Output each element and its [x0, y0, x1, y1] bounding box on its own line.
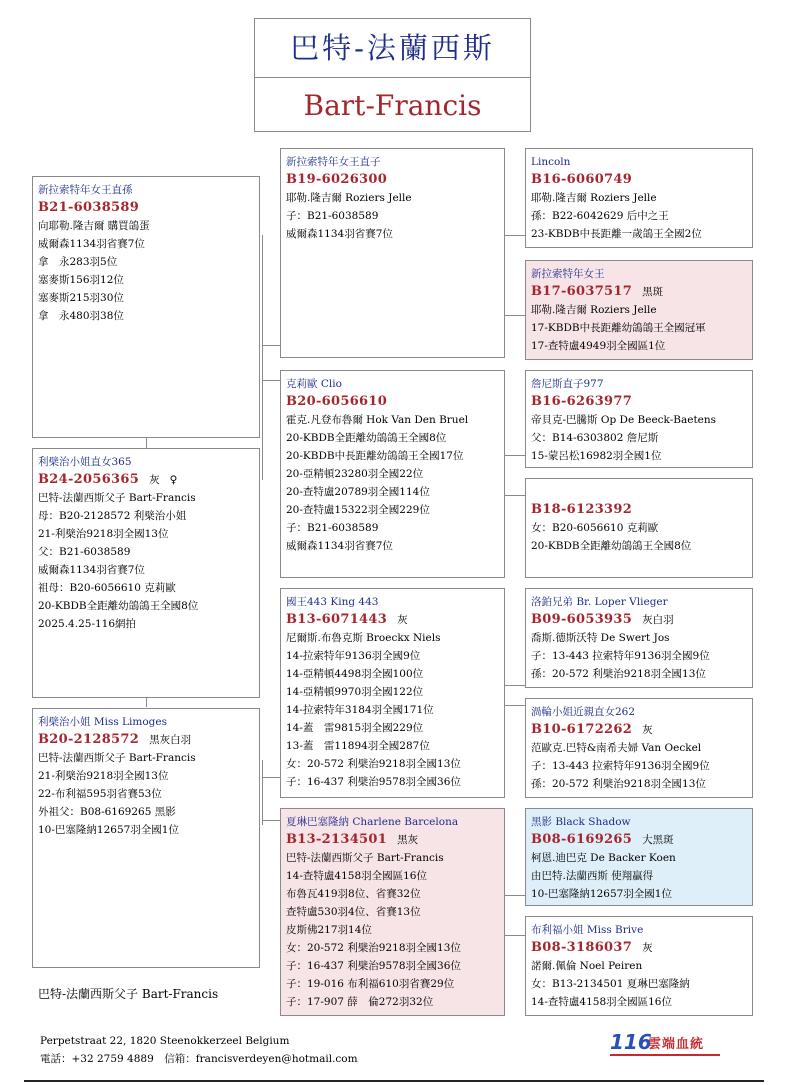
connector-dam-dd: [262, 820, 280, 821]
ds-line: 14-亞精頓9970羽全國122位: [286, 686, 424, 698]
bottom-rule: [24, 1080, 764, 1082]
dss-line: 孫：20-572 利檗治9218羽全國13位: [531, 668, 706, 680]
ds-line: 女：20-572 利檗治9218羽全國13位: [286, 758, 461, 770]
dam-line: 22-布利福595羽省賽53位: [38, 788, 162, 800]
dam-ring: B20-2128572: [38, 732, 140, 747]
dds-name: 黑影 Black Shadow: [531, 816, 631, 828]
sire-line: 塞麥斯215羽30位: [38, 292, 124, 304]
dss-ring: B09-6053935: [531, 612, 633, 627]
ds-ring: B13-6071443: [286, 612, 388, 627]
subject-line: 父：B21-6038589: [38, 546, 131, 558]
ss-line: 耶勒.隆吉爾 Roziers Jelle: [286, 192, 412, 204]
dd-line: 皮斯佛217羽14位: [286, 924, 372, 936]
dsd-line: 范歐克.巴特&南希夫婦 Van Oeckel: [531, 742, 702, 754]
sss-ring: B16-6060749: [531, 172, 633, 187]
ds-color: 灰: [397, 614, 408, 626]
dds-color: 大黑斑: [642, 834, 674, 846]
sd-line: 20-KBDB全距離幼鴿鴿王全國8位: [286, 432, 447, 444]
ss-line: 子：B21-6038589: [286, 210, 379, 222]
sire-line: 拿 永480羽38位: [38, 310, 124, 322]
dd-line: 查特盧530羽4位、省賽13位: [286, 906, 421, 918]
ds-name: 國王443 King 443: [286, 596, 379, 608]
sds-ring: B16-6263977: [531, 394, 633, 409]
connector-dam-parents-vertical: [262, 760, 263, 825]
ss-ring: B19-6026300: [286, 172, 388, 187]
footer-owner: 巴特-法蘭西斯父子 Bart-Francis: [38, 987, 219, 1001]
dd-line: 女：20-572 利檗治9218羽全國13位: [286, 942, 461, 954]
dss-name: 洛鉑兄弟 Br. Loper Vlieger: [531, 596, 668, 608]
footer-contact: 電話：+32 2759 4889 信箱：francisverdeyen@hotmail.com: [40, 1053, 358, 1065]
dam-sire-card: [280, 588, 505, 798]
sire-line: 塞麥斯156羽12位: [38, 274, 124, 286]
dd-color: 黑灰: [397, 834, 419, 846]
ds-line: 子：16-437 利檗治9578羽全國36位: [286, 776, 461, 788]
title-chinese: 巴特-法蘭西斯: [255, 19, 530, 78]
sss-line: 孫：B22-6042629 后中之王: [531, 210, 669, 222]
sss-line: 23-KBDB中長距離一歲鴿王全國2位: [531, 228, 702, 240]
sds-card: [525, 370, 753, 468]
title-english: Bart-Francis: [303, 89, 482, 122]
dd-line: 子：17-907 薛 倫272羽32位: [286, 996, 434, 1008]
subject-ring: B24-2056365: [38, 472, 140, 487]
ddd-line: 女：B13-2134501 夏琳巴塞隆納: [531, 978, 690, 990]
subject-line: 母：B20-2128572 利檗治小姐: [38, 510, 187, 522]
sd-line: 20-查特盧15322羽全國229位: [286, 504, 430, 516]
dam-line: 21-利檗治9218羽全國13位: [38, 770, 169, 782]
sss-line: 耶勒.隆吉爾 Roziers Jelle: [531, 192, 657, 204]
dsd-line: 孫：20-572 利檗治9218羽全國13位: [531, 778, 706, 790]
dds-line: 柯恩.迪巴克 De Backer Koen: [531, 852, 676, 864]
dam-line: 10-巴塞隆納12657羽全國1位: [38, 824, 179, 836]
sire-line: 威爾森1134羽省賽7位: [38, 238, 145, 250]
dss-card: [525, 588, 753, 688]
connector-sire-ss: [262, 345, 280, 346]
dam-dam-card: [280, 808, 505, 1016]
dss-color: 灰白羽: [642, 614, 674, 626]
sd-line: 20-KBDB中長距離幼鴿鴿王全國17位: [286, 450, 464, 462]
connector-ss-right2: [504, 315, 525, 316]
subject-line: 祖母：B20-6056610 克莉歐: [38, 582, 176, 594]
sire-ring: B21-6038589: [38, 200, 140, 215]
sss-card: [525, 148, 753, 248]
dd-ring: B13-2134501: [286, 832, 388, 847]
sd-line: 20-亞精頓23280羽全國22位: [286, 468, 424, 480]
sds-name: 詹尼斯直子977: [531, 378, 604, 390]
sd-ring: B20-6056610: [286, 394, 388, 409]
dsd-ring: B10-6172262: [531, 722, 633, 737]
subject-line: 21-利檗治9218羽全國13位: [38, 528, 169, 540]
dss-line: 喬斯.德斯沃特 De Swert Jos: [531, 632, 670, 644]
subject-sex-icon: ♀: [169, 474, 178, 486]
footer-address: Perpetstraat 22, 1820 Steenokkerzeel Belgium: [40, 1035, 290, 1047]
ddd-color: 灰: [642, 942, 653, 954]
connector-ss-right: [504, 235, 525, 236]
ds-line: 14-亞精頓4498羽全國100位: [286, 668, 424, 680]
dd-line: 巴特-法蘭西斯父子 Bart-Francis: [286, 852, 444, 864]
connector-sire-sd: [262, 380, 280, 381]
dam-color: 黑灰白羽: [149, 734, 192, 746]
dam-line: 巴特-法蘭西斯父子 Bart-Francis: [38, 752, 196, 764]
dds-ring: B08-6169265: [531, 832, 633, 847]
connector-sire-parents-vertical: [262, 235, 263, 480]
connector-dam-ds: [262, 777, 280, 778]
connector-sd-right: [504, 455, 525, 456]
dd-line: 子：19-016 布利福610羽省賽29位: [286, 978, 455, 990]
ddd-name: 布利福小姐 Miss Brive: [531, 924, 644, 936]
logo-text: 雲端血統: [648, 1037, 705, 1052]
sd-line: 子：B21-6038589: [286, 522, 379, 534]
connector-dd-right: [504, 895, 525, 896]
sire-dam-card: [280, 370, 505, 578]
sire-line: 拿 永283羽5位: [38, 256, 118, 268]
dsd-name: 渦輪小姐近親直女262: [531, 706, 636, 718]
ds-line: 14-拉索特年9136羽全國9位: [286, 650, 421, 662]
subject-line: 2025.4.25-116網拍: [38, 618, 137, 630]
connector-ds-right: [504, 685, 525, 686]
ds-line: 14-蓋 雷9815羽全國229位: [286, 722, 424, 734]
sdd-line: 女：B20-6056610 克莉歐: [531, 522, 659, 534]
ddd-line: 14-查特盧4158羽全國區16位: [531, 996, 672, 1008]
sire-sire-card: [280, 148, 505, 358]
sds-line: 父：B14-6303802 詹尼斯: [531, 432, 659, 444]
dsd-card: [525, 698, 753, 798]
sds-line: 帝貝克-巴騰斯 Op De Beeck-Baetens: [531, 414, 717, 426]
connector-sd-right2: [504, 495, 525, 496]
footer-contact-block: [40, 1032, 358, 1068]
dam-card: [32, 708, 260, 968]
dds-card: [525, 808, 753, 906]
dd-line: 子：16-437 利檗治9578羽全國36位: [286, 960, 461, 972]
subject-line: 巴特-法蘭西斯父子 Bart-Francis: [38, 492, 196, 504]
dsd-line: 子：13-443 拉索特年9136羽全國9位: [531, 760, 710, 772]
sd-line: 霍克.凡登布魯爾 Hok Van Den Bruel: [286, 414, 469, 426]
dd-line: 布魯瓦419羽8位、省賽32位: [286, 888, 421, 900]
dd-line: 14-查特盧4158羽全國區16位: [286, 870, 427, 882]
ss-name: 新拉索特年女王直子: [286, 156, 381, 168]
sds-line: 15-蒙呂松16982羽全國1位: [531, 450, 662, 462]
dds-line: 由巴特.法蘭西斯 使翔贏得: [531, 870, 654, 882]
sire-line: 向耶勒.隆吉爾 購買鴿蛋: [38, 220, 150, 232]
dds-line: 10-巴塞隆納12657羽全國1位: [531, 888, 672, 900]
dam-name: 利檗治小姐 Miss Limoges: [38, 716, 167, 728]
sire-name: 新拉索特年女王直孫: [38, 184, 133, 196]
ds-line: 尼爾斯.布魯克斯 Broeckx Niels: [286, 632, 441, 644]
dsd-color: 灰: [642, 724, 653, 736]
ssd-line: 17-KBDB中長距離幼鴿鴿王全國冠軍: [531, 322, 706, 334]
subject-line: 威爾森1134羽省賽7位: [38, 564, 145, 576]
sdd-ring: B18-6123392: [531, 502, 633, 517]
ddd-line: 諾爾.佩倫 Noel Peiren: [531, 960, 643, 972]
connector-ds-right2: [504, 705, 525, 706]
dam-line: 外祖父：B08-6169265 黑影: [38, 806, 176, 818]
ssd-line: 17-查特盧4949羽全國區1位: [531, 340, 666, 352]
sd-name: 克莉歐 Clio: [286, 378, 342, 390]
logo-underline: [610, 1054, 720, 1056]
ds-line: 13-蓋 雷11894羽全國287位: [286, 740, 430, 752]
sdd-card: [525, 478, 753, 578]
sd-line: 20-查特盧20789羽全國114位: [286, 486, 430, 498]
sd-line: 威爾森1134羽省賽7位: [286, 540, 393, 552]
logo-number: 116: [610, 1030, 652, 1054]
dd-name: 夏琳巴塞隆納 Charlene Barcelona: [286, 816, 459, 828]
ssd-name: 新拉索特年女王: [531, 268, 605, 280]
dss-line: 子：13-443 拉索特年9136羽全國9位: [531, 650, 710, 662]
subject-name: 利檗治小姐直女365: [38, 456, 132, 468]
ssd-color: 黑斑: [642, 286, 664, 298]
ddd-ring: B08-3186037: [531, 940, 633, 955]
sss-name: Lincoln: [531, 156, 571, 168]
brand-logo: [610, 1030, 730, 1056]
ddd-card: [525, 916, 753, 1016]
ss-line: 威爾森1134羽省賽7位: [286, 228, 393, 240]
sire-card: [32, 176, 260, 438]
subject-color: 灰: [149, 474, 160, 486]
subject-line: 20-KBDB全距離幼鴿鴿王全國8位: [38, 600, 199, 612]
title-box: [254, 18, 531, 132]
ds-line: 14-拉索特年3184羽全國171位: [286, 704, 434, 716]
connector-dd-right2: [504, 935, 525, 936]
ssd-ring: B17-6037517: [531, 284, 633, 299]
subject-card: [32, 448, 260, 698]
ssd-card: [525, 260, 753, 360]
sdd-line: 20-KBDB全距離幼鴿鴿王全國8位: [531, 540, 692, 552]
ssd-line: 耶勒.隆吉爾 Roziers Jelle: [531, 304, 657, 316]
